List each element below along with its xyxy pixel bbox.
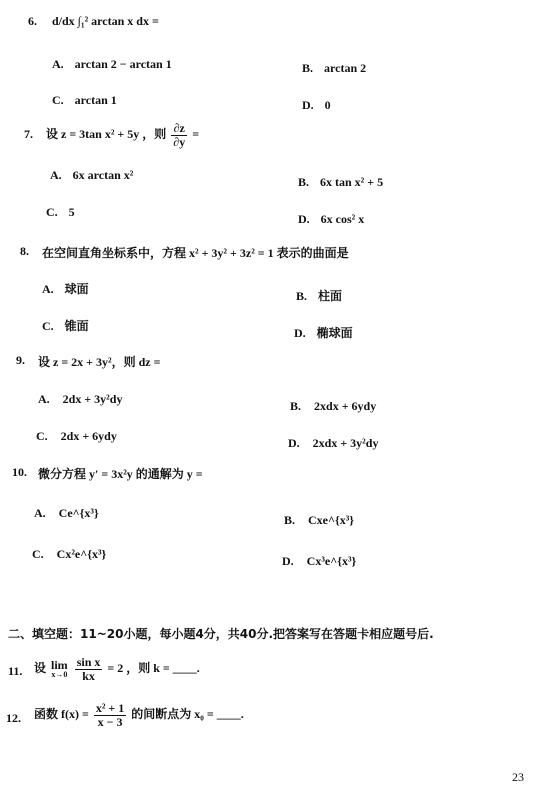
option-text: Cx³e^{x³} bbox=[306, 554, 357, 568]
option-letter: A. bbox=[38, 392, 50, 406]
fraction-denominator: x − 3 bbox=[97, 714, 123, 729]
option-text: arctan 1 bbox=[74, 93, 117, 107]
limit-text: lim bbox=[51, 657, 68, 672]
option-c bbox=[32, 547, 106, 562]
option-letter: C. bbox=[42, 319, 54, 333]
option-a bbox=[52, 57, 172, 72]
question-stem: 在空间直角坐标系中，方程 x² + 3y² + 3z² = 1 表示的曲面是 bbox=[42, 246, 349, 260]
option-text: 2xdx + 3y²dy bbox=[312, 436, 379, 450]
option-text: 椭球面 bbox=[316, 326, 353, 340]
question-number: 6. bbox=[28, 14, 37, 28]
question-number: 12. bbox=[6, 711, 21, 725]
option-a bbox=[50, 168, 133, 183]
option-text: 2xdx + 6ydy bbox=[314, 399, 377, 413]
question-stem bbox=[34, 656, 200, 682]
stem-text: 的间断点为 x₀ = ____. bbox=[131, 706, 244, 721]
limit-subscript: x→0 bbox=[51, 670, 68, 680]
option-d bbox=[288, 436, 378, 451]
stem-text: = bbox=[192, 126, 200, 141]
option-d bbox=[302, 98, 331, 113]
question-stem: 微分方程 y′ = 3x²y 的通解为 y = bbox=[38, 467, 203, 481]
question-number: 9. bbox=[16, 353, 25, 367]
option-letter: B. bbox=[284, 513, 296, 527]
option-b bbox=[284, 513, 354, 528]
option-text: 锥面 bbox=[64, 319, 89, 333]
option-letter: C. bbox=[46, 205, 58, 219]
stem-text: 设 bbox=[34, 660, 47, 675]
option-text: Cxe^{x³} bbox=[308, 513, 355, 527]
option-c bbox=[46, 205, 75, 220]
question-number: 10. bbox=[12, 465, 27, 479]
fraction-numerator: x² + 1 bbox=[95, 701, 125, 715]
option-letter: A. bbox=[52, 57, 64, 71]
option-letter: C. bbox=[36, 429, 48, 443]
question-number: 11. bbox=[8, 664, 23, 678]
limit-fraction bbox=[75, 656, 103, 682]
option-letter: D. bbox=[288, 436, 300, 450]
option-text: 6x arctan x² bbox=[72, 168, 134, 182]
option-text: arctan 2 bbox=[324, 61, 367, 75]
option-a bbox=[38, 392, 122, 407]
option-b bbox=[298, 175, 383, 190]
option-letter: D. bbox=[298, 212, 310, 226]
option-text: 2dx + 3y²dy bbox=[62, 392, 123, 406]
fraction-denominator: ∂y bbox=[173, 134, 186, 149]
question-number: 8. bbox=[20, 244, 29, 258]
option-letter: D. bbox=[282, 554, 294, 568]
option-text: Ce^{x³} bbox=[58, 506, 99, 520]
option-letter: A. bbox=[50, 168, 62, 182]
stem-text: = 2 ，则 k = ____. bbox=[107, 660, 200, 675]
option-letter: A. bbox=[34, 506, 46, 520]
fraction-numerator: sin x bbox=[76, 655, 101, 669]
option-c bbox=[36, 429, 117, 444]
option-letter: C. bbox=[32, 547, 44, 561]
question-number: 7. bbox=[24, 127, 33, 141]
option-letter: B. bbox=[298, 175, 310, 189]
stem-text: 函数 f(x) = bbox=[34, 706, 89, 721]
option-letter: A. bbox=[42, 282, 54, 296]
option-text: 5 bbox=[68, 205, 75, 219]
option-letter: D. bbox=[302, 98, 314, 112]
option-text: 2dx + 6ydy bbox=[60, 429, 117, 443]
question-stem: 设 z = 2x + 3y²，则 dz = bbox=[38, 355, 161, 369]
option-d bbox=[298, 212, 364, 227]
question-stem bbox=[46, 122, 199, 148]
option-text: 球面 bbox=[64, 282, 89, 296]
option-letter: B. bbox=[302, 61, 314, 75]
fraction-denominator: kx bbox=[82, 668, 95, 683]
function-fraction bbox=[94, 702, 126, 728]
option-text: 柱面 bbox=[318, 289, 343, 303]
option-text: Cx²e^{x³} bbox=[56, 547, 107, 561]
option-a bbox=[42, 280, 89, 297]
option-a bbox=[34, 506, 99, 521]
option-text: 6x cos² x bbox=[320, 212, 365, 226]
option-letter: B. bbox=[290, 399, 302, 413]
option-b bbox=[290, 399, 376, 414]
option-d bbox=[282, 554, 356, 569]
option-d bbox=[294, 324, 353, 341]
section-heading: 二、填空题：11~20小题，每小题4分，共40分.把答案写在答题卡相应题号后. bbox=[8, 627, 434, 641]
option-text: arctan 2 − arctan 1 bbox=[74, 57, 172, 71]
question-stem: d/dx ∫₁² arctan x dx = bbox=[52, 14, 159, 28]
option-text: 0 bbox=[324, 98, 331, 112]
page-number: 23 bbox=[512, 770, 524, 784]
option-letter: D. bbox=[294, 326, 306, 340]
option-letter: B. bbox=[296, 289, 308, 303]
option-text: 6x tan x² + 5 bbox=[320, 175, 384, 189]
option-c bbox=[42, 317, 89, 334]
partial-derivative-fraction bbox=[171, 122, 187, 148]
option-letter: C. bbox=[52, 93, 64, 107]
option-b bbox=[296, 287, 342, 304]
limit-operator bbox=[51, 659, 68, 680]
option-c bbox=[52, 93, 117, 108]
stem-text: 设 z = 3tan x² + 5y ，则 bbox=[46, 126, 167, 141]
option-b bbox=[302, 61, 366, 76]
question-stem bbox=[34, 702, 244, 728]
fraction-numerator: ∂z bbox=[171, 122, 187, 136]
